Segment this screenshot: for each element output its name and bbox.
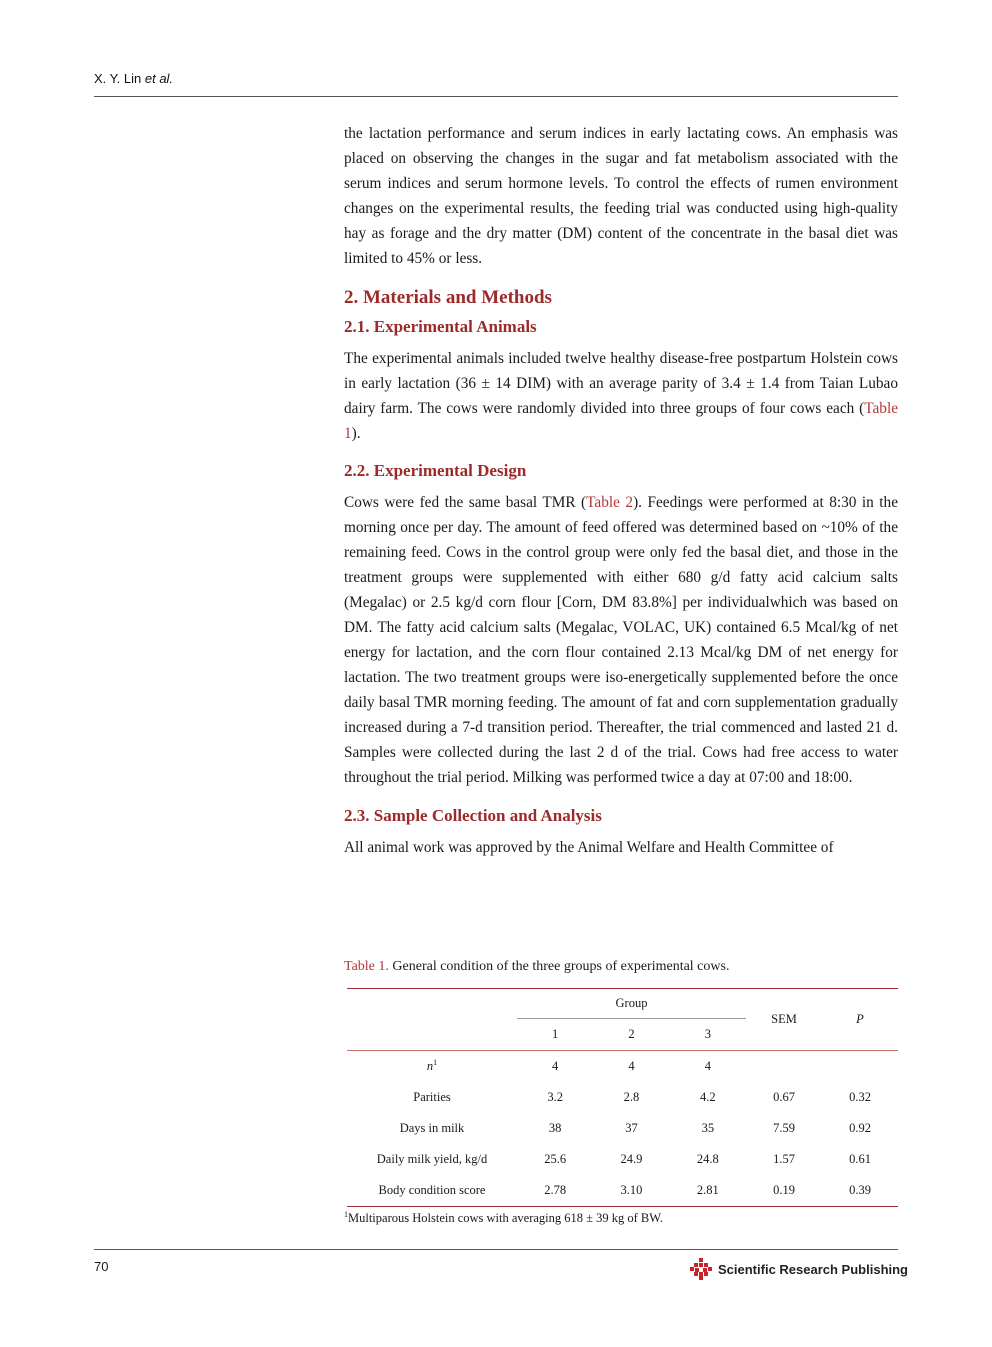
cell-g2: 24.9 xyxy=(620,1152,643,1166)
section-2-3-paragraph: All animal work was approved by the Animal Welfare and Health Committee of xyxy=(344,839,834,856)
cell-g1: 3.2 xyxy=(547,1090,563,1104)
sem-header-cell xyxy=(746,989,822,1051)
table-1 xyxy=(344,959,898,1226)
cell-g3: 4.2 xyxy=(700,1090,716,1104)
group-header-cell xyxy=(517,989,746,1019)
cell-sem: 0.19 xyxy=(773,1183,795,1197)
srp-logo-icon xyxy=(690,1258,712,1280)
table-1-link[interactable]: Table 1 xyxy=(344,400,898,442)
table-1-grid xyxy=(347,988,898,1207)
table-row xyxy=(347,1175,898,1207)
cell-g1: 2.78 xyxy=(544,1183,567,1197)
table-row xyxy=(347,1082,898,1113)
footnote-sup: 1 xyxy=(344,1210,348,1219)
section-2-1-text: The experimental animals included twelve healthy disease-free postpartum Holstein cows in early lactation (36 ± 14 DIM) with an average parity of 3.4 ± 1.4 from Taian Lubao dairy farm. The cows were randomly divided into three groups of four cows each ( xyxy=(344,350,898,417)
cell-g3: 2.81 xyxy=(696,1183,719,1197)
group-3-header: 3 xyxy=(670,1019,746,1051)
cell-g1: 38 xyxy=(548,1121,562,1135)
row-label-sup: 1 xyxy=(433,1058,438,1068)
intro-paragraph: the lactation performance and serum indices in early lactating cows. An emphasis was placed on observing the changes in the sugar and fat metabolism associated with the serum indices and serum hormone levels. To control the effects of rumen environment changes on the experimental results, the feeding trial was conducted using high-quality hay as forage and the dry matter (DM) content of the concentrate in the basal diet was limited to 45% or less. xyxy=(344,125,898,267)
row-label: Daily milk yield, kg/d xyxy=(376,1152,488,1166)
table-1-footnote xyxy=(344,1210,663,1226)
running-header xyxy=(94,71,173,86)
cell-g1: 4 xyxy=(552,1059,559,1073)
cell-sem: 0.67 xyxy=(773,1090,795,1104)
row-label-n: n xyxy=(426,1059,434,1074)
cell-p: 0.32 xyxy=(849,1090,871,1104)
section-2-3-heading: 2.3. Sample Collection and Analysis xyxy=(344,806,602,825)
section-2-2-heading: 2.2. Experimental Design xyxy=(344,461,527,480)
header-author: X. Y. Lin xyxy=(94,71,142,86)
page-number: 70 xyxy=(94,1259,109,1274)
publisher-name: Scientific Research Publishing xyxy=(718,1261,908,1277)
header-rule xyxy=(94,96,898,97)
cell-g2: 3.10 xyxy=(620,1183,643,1197)
table-1-corner xyxy=(347,989,517,1051)
section-2-2-paragraph xyxy=(344,490,898,790)
section-2-2-text-start: Cows were fed the same basal TMR ( xyxy=(344,494,587,511)
cell-g1: 25.6 xyxy=(544,1152,567,1166)
publisher-brand xyxy=(690,1256,908,1282)
cell-g3: 24.8 xyxy=(696,1152,719,1166)
sem-header: SEM xyxy=(771,1012,797,1026)
cell-p: 0.92 xyxy=(849,1121,871,1135)
section-2-2-text: ). Feedings were performed at 8:30 in the morning once per day. The amount of feed offered was determined based on ~10% of the remaining feed. Cows in the control group were only fed the basal diet, and those in the treatment groups were supplemented with either 680 g/d fatty acid calcium salts (Megalac) or 2.5 kg/d corn flour [Corn, DM 83.8%] per individualwhich was based on DM. The fatty acid calcium salts (Megalac, VOLAC, UK) contained 6.5 Mcal/kg of net energy for lactation, and the corn flour contained 2.13 Mcal/kg DM of net energy for lactation. The two treatment groups were iso-energetically supplemented before the once daily basal TMR morning feeding. The amount of fat and corn supplementation gradually increased during a 7-d transition period. Thereafter, the trial commenced and lasted 21 d. Samples were collected during the last 2 d of the trial. Cows had free access to water throughout the trial period. Milking was performed twice a day at 07:00 and 18:00. xyxy=(344,494,898,786)
cell-sem: 1.57 xyxy=(773,1152,795,1166)
cell-g2: 2.8 xyxy=(623,1090,640,1104)
p-header: P xyxy=(856,1012,864,1026)
table-2-link[interactable]: Table 2 xyxy=(586,494,634,511)
table-row xyxy=(347,1144,898,1175)
group-1-header: 1 xyxy=(517,1019,593,1051)
header-author-suffix: et al. xyxy=(144,71,174,86)
p-header-cell xyxy=(822,989,898,1051)
section-2-1-heading: 2.1. Experimental Animals xyxy=(344,317,537,336)
footer-rule xyxy=(94,1249,898,1250)
cell-g3: 4 xyxy=(704,1059,711,1073)
cell-p: 0.61 xyxy=(849,1152,871,1166)
row-label: Body condition score xyxy=(378,1183,486,1197)
cell-sem xyxy=(746,1051,822,1083)
table-row xyxy=(347,1051,898,1083)
table-1-caption xyxy=(344,959,898,975)
cell-p xyxy=(822,1051,898,1083)
section-2-1-paragraph xyxy=(344,346,898,446)
cell-sem: 7.59 xyxy=(773,1121,795,1135)
group-2-header: 2 xyxy=(593,1019,669,1051)
main-column xyxy=(344,121,898,860)
group-header: Group xyxy=(615,996,648,1010)
section-2-1-text-end: ). xyxy=(351,425,361,442)
row-label: Days in milk xyxy=(399,1121,465,1135)
table-1-caption-label: Table 1. xyxy=(344,959,389,974)
row-label xyxy=(347,1051,517,1083)
table-row xyxy=(347,1113,898,1144)
section-2-heading: 2. Materials and Methods xyxy=(344,287,552,308)
row-label: Parities xyxy=(413,1090,451,1104)
cell-p: 0.39 xyxy=(849,1183,871,1197)
cell-g2: 4 xyxy=(628,1059,635,1073)
table-1-caption-text: General condition of the three groups of experimental cows. xyxy=(388,959,730,974)
cell-g3: 35 xyxy=(701,1121,715,1135)
footnote-text: Multiparous Holstein cows with averaging 618 ± 39 kg of BW. xyxy=(348,1211,664,1226)
cell-g2: 37 xyxy=(625,1121,638,1135)
